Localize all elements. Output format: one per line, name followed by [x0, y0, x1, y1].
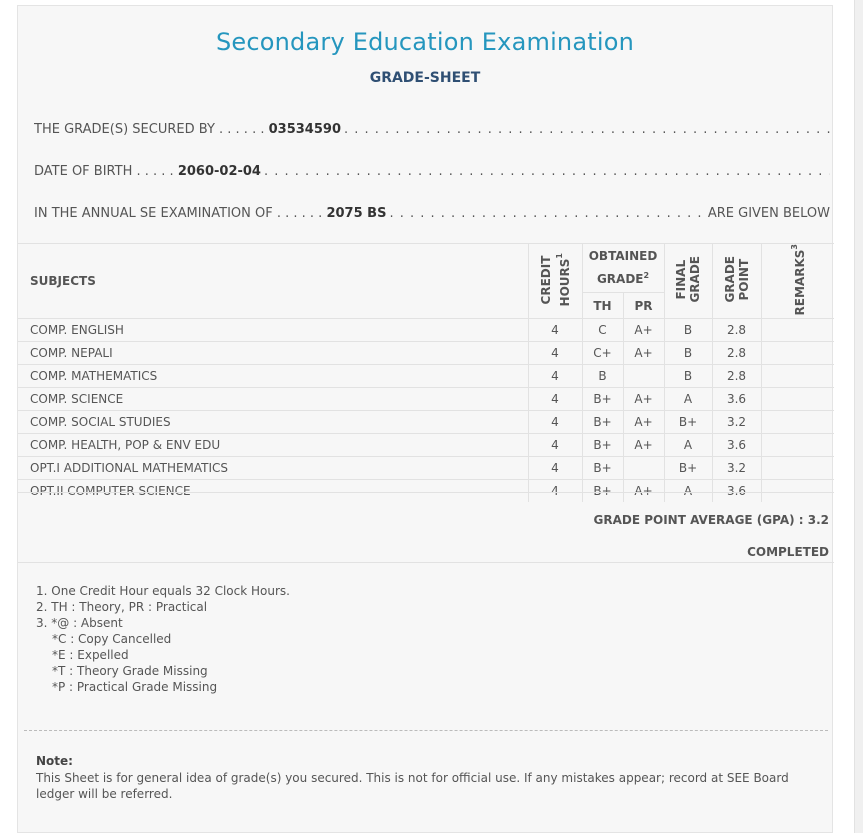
- grade-point-cell: 3.6: [712, 434, 761, 457]
- final-grade-cell: A: [664, 434, 712, 457]
- subject-cell: COMP. SOCIAL STUDIES: [18, 411, 528, 434]
- symbol-number: 03534590: [268, 122, 341, 137]
- table-row: [18, 388, 834, 411]
- pr-cell: [623, 457, 664, 480]
- footnotes: [36, 583, 290, 695]
- obtained-grade-header: OBTAINED GRADE$^2$: [582, 244, 664, 293]
- remarks-header: REMARKS$^3$: [761, 244, 834, 319]
- th-cell: B: [582, 365, 623, 388]
- pr-cell: A+: [623, 434, 664, 457]
- remarks-cell: [761, 434, 834, 457]
- divider: [18, 562, 834, 563]
- grade-sheet: [17, 5, 833, 833]
- grade-point-cell: 3.2: [712, 457, 761, 480]
- grade-point-cell: 3.6: [712, 480, 761, 503]
- th-cell: C+: [582, 342, 623, 365]
- credit-cell: 4: [528, 365, 582, 388]
- subject-cell: COMP. ENGLISH: [18, 319, 528, 342]
- note-title: Note:: [36, 754, 73, 768]
- note-text: This Sheet is for general idea of grade(s) you secured. This is not for official use. If any mistakes appear; record at SEE Board ledger will be referred.: [36, 771, 789, 801]
- footnote-item: 3. *@ : Absent: [36, 616, 123, 630]
- credit-cell: 4: [528, 411, 582, 434]
- grade-point-cell: 3.6: [712, 388, 761, 411]
- grades-table: [18, 243, 834, 502]
- pr-cell: A+: [623, 342, 664, 365]
- footnote-item: 1. One Credit Hour equals 32 Clock Hours.: [36, 584, 290, 598]
- th-cell: B+: [582, 434, 623, 457]
- pr-cell: A+: [623, 480, 664, 503]
- credit-cell: 4: [528, 434, 582, 457]
- credit-cell: 4: [528, 342, 582, 365]
- final-grade-header: FINAL GRADE: [664, 244, 712, 319]
- pr-cell: A+: [623, 319, 664, 342]
- final-grade-cell: B: [664, 319, 712, 342]
- th-cell: C: [582, 319, 623, 342]
- credit-cell: 4: [528, 388, 582, 411]
- pr-cell: A+: [623, 388, 664, 411]
- footnote-item: *C : Copy Cancelled: [52, 632, 172, 646]
- subject-cell: COMP. HEALTH, POP & ENV EDU: [18, 434, 528, 457]
- dashed-divider: [24, 730, 828, 731]
- credit-hours-header: CREDIT HOURS$^1$: [528, 244, 582, 319]
- final-grade-cell: B: [664, 365, 712, 388]
- grade-point-cell: 2.8: [712, 319, 761, 342]
- subjects-header: SUBJECTS: [18, 244, 528, 319]
- th-header: TH: [582, 293, 623, 319]
- footnote-item: 2. TH : Theory, PR : Practical: [36, 600, 208, 614]
- credit-cell: 4: [528, 319, 582, 342]
- table-row: [18, 411, 834, 434]
- final-grade-cell: B+: [664, 457, 712, 480]
- date-of-birth: 2060-02-04: [177, 164, 261, 179]
- final-grade-cell: B+: [664, 411, 712, 434]
- footnote-item: *E : Expelled: [52, 648, 129, 662]
- subject-cell: COMP. MATHEMATICS: [18, 365, 528, 388]
- remarks-cell: [761, 457, 834, 480]
- secured-by-label: THE GRADE(S) SECURED BY . . . . . .: [34, 122, 265, 137]
- table-row: [18, 457, 834, 480]
- table-row: [18, 319, 834, 342]
- grades-body: [18, 319, 834, 503]
- leader-dots: [341, 121, 830, 139]
- remarks-cell: [761, 319, 834, 342]
- final-grade-cell: A: [664, 388, 712, 411]
- grade-point-cell: 2.8: [712, 342, 761, 365]
- pr-cell: A+: [623, 411, 664, 434]
- exam-line: [34, 205, 830, 223]
- subject-cell: COMP. SCIENCE: [18, 388, 528, 411]
- exam-label: IN THE ANNUAL SE EXAMINATION OF . . . . . .: [34, 206, 323, 221]
- leader-dots: [261, 163, 830, 181]
- th-cell: B+: [582, 411, 623, 434]
- subject-cell: COMP. NEPALI: [18, 342, 528, 365]
- gpa-summary: GRADE POINT AVERAGE (GPA) : 3.2: [593, 513, 829, 527]
- pr-header: PR: [623, 293, 664, 319]
- table-row: [18, 342, 834, 365]
- th-cell: B+: [582, 480, 623, 503]
- pr-cell: [623, 365, 664, 388]
- grade-point-cell: 3.2: [712, 411, 761, 434]
- divider: [18, 492, 834, 493]
- subject-cell: OPT.I ADDITIONAL MATHEMATICS: [18, 457, 528, 480]
- dob-label: DATE OF BIRTH . . . . .: [34, 164, 174, 179]
- remarks-cell: [761, 365, 834, 388]
- grade-point-cell: 2.8: [712, 365, 761, 388]
- exam-suffix: ARE GIVEN BELOW: [707, 206, 830, 221]
- footnote-item: *T : Theory Grade Missing: [52, 664, 208, 678]
- secured-by-line: [34, 121, 830, 139]
- final-grade-cell: B: [664, 342, 712, 365]
- exam-year: 2075 BS: [326, 206, 387, 221]
- leader-dots: [386, 205, 707, 223]
- page-subtitle: GRADE-SHEET: [369, 70, 481, 86]
- credit-cell: 4: [528, 457, 582, 480]
- table-row: [18, 434, 834, 457]
- remarks-cell: [761, 411, 834, 434]
- remarks-cell: [761, 388, 834, 411]
- credit-cell: 4: [528, 480, 582, 503]
- table-row: [18, 365, 834, 388]
- result-status: COMPLETED: [747, 545, 829, 559]
- subject-cell: OPT.II COMPUTER SCIENCE: [18, 480, 528, 503]
- th-cell: B+: [582, 457, 623, 480]
- page-title: Secondary Education Examination: [215, 28, 635, 56]
- th-cell: B+: [582, 388, 623, 411]
- final-grade-cell: A: [664, 480, 712, 503]
- dob-line: [34, 163, 830, 181]
- footnote-item: *P : Practical Grade Missing: [52, 680, 218, 694]
- scrollbar[interactable]: [854, 0, 863, 833]
- grade-point-header: GRADE POINT: [712, 244, 761, 319]
- remarks-cell: [761, 342, 834, 365]
